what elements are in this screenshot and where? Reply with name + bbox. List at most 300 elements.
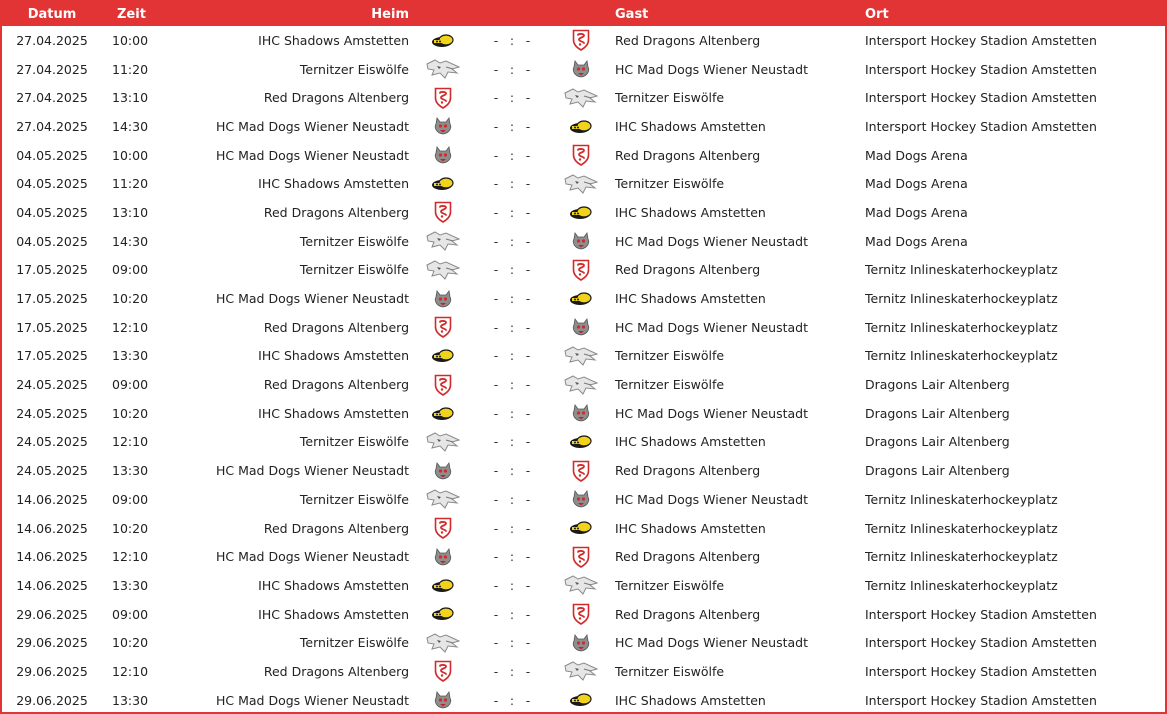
- game-time: 10:20: [112, 291, 149, 307]
- shadows-logo-icon: [431, 606, 455, 622]
- guest-team-logo-cell: [551, 657, 611, 686]
- game-row[interactable]: [2, 198, 1165, 227]
- guest-team-logo-cell: [551, 313, 611, 342]
- game-time: 09:00: [112, 377, 149, 393]
- score-separator: :: [509, 319, 515, 335]
- column-header-score: [473, 2, 551, 26]
- home-goals: -: [493, 61, 499, 77]
- guest-team-logo-cell: [551, 256, 611, 285]
- game-venue: Mad Dogs Arena: [865, 176, 968, 192]
- mad-dog-logo-icon: [570, 230, 592, 252]
- home-team-name[interactable]: IHC Shadows Amstetten: [258, 405, 409, 421]
- guest-goals: -: [525, 61, 531, 77]
- guest-goals: -: [525, 692, 531, 708]
- home-team-logo-cell: [413, 227, 473, 256]
- dragons-shield-icon: [572, 460, 590, 482]
- guest-team-logo-cell: [551, 141, 611, 170]
- home-goals: -: [493, 233, 499, 249]
- game-row[interactable]: [2, 26, 1165, 55]
- home-team-name[interactable]: Red Dragons Altenberg: [263, 90, 409, 106]
- game-date: 27.04.2025: [16, 118, 88, 134]
- guest-team-name[interactable]: Red Dragons Altenberg: [615, 549, 761, 565]
- guest-team-logo-cell: [551, 514, 611, 543]
- guest-team-logo-cell: [551, 485, 611, 514]
- game-date: 04.05.2025: [16, 233, 88, 249]
- guest-team-logo-cell: [551, 55, 611, 84]
- home-team-name[interactable]: Ternitzer Eiswölfe: [299, 434, 409, 450]
- game-date: 04.05.2025: [16, 147, 88, 163]
- guest-goals: -: [525, 405, 531, 421]
- home-team-name[interactable]: HC Mad Dogs Wiener Neustadt: [216, 463, 409, 479]
- guest-team-name[interactable]: Ternitzer Eiswölfe: [615, 90, 725, 106]
- guest-team-logo-cell: [551, 284, 611, 313]
- score-separator: :: [509, 147, 515, 163]
- guest-team-logo-cell: [551, 227, 611, 256]
- home-team-name[interactable]: Ternitzer Eiswölfe: [299, 262, 409, 278]
- column-header-venue[interactable]: Ort: [865, 6, 889, 22]
- guest-team-name[interactable]: Ternitzer Eiswölfe: [615, 348, 725, 364]
- home-team-name[interactable]: Ternitzer Eiswölfe: [299, 635, 409, 651]
- home-team-logo-cell: [413, 26, 473, 55]
- score-separator: :: [509, 377, 515, 393]
- score-separator: :: [509, 692, 515, 708]
- home-team-logo-cell: [413, 370, 473, 399]
- game-venue: Intersport Hockey Stadion Amstetten: [865, 61, 1097, 77]
- shadows-logo-icon: [569, 520, 593, 536]
- game-score: [473, 456, 551, 485]
- guest-team-logo-cell: [551, 342, 611, 371]
- game-venue: Ternitz Inlineskaterhockeyplatz: [865, 520, 1058, 536]
- guest-team-name[interactable]: Red Dragons Altenberg: [615, 262, 761, 278]
- game-time: 11:20: [112, 176, 149, 192]
- game-time: 10:20: [112, 405, 149, 421]
- game-score: [473, 686, 551, 714]
- game-venue: Mad Dogs Arena: [865, 204, 968, 220]
- game-row[interactable]: [2, 428, 1165, 457]
- guest-team-name[interactable]: Ternitzer Eiswölfe: [615, 176, 725, 192]
- game-row[interactable]: [2, 657, 1165, 686]
- shadows-logo-icon: [431, 406, 455, 422]
- score-separator: :: [509, 491, 515, 507]
- home-team-name[interactable]: Red Dragons Altenberg: [263, 204, 409, 220]
- guest-goals: -: [525, 663, 531, 679]
- home-team-name[interactable]: HC Mad Dogs Wiener Neustadt: [216, 549, 409, 565]
- game-row[interactable]: [2, 399, 1165, 428]
- game-score: [473, 227, 551, 256]
- guest-team-logo-cell: [551, 428, 611, 457]
- home-goals: -: [493, 405, 499, 421]
- home-goals: -: [493, 663, 499, 679]
- game-score: [473, 657, 551, 686]
- guest-team-logo-cell: [551, 112, 611, 141]
- guest-team-name[interactable]: Ternitzer Eiswölfe: [615, 663, 725, 679]
- game-date: 27.04.2025: [16, 32, 88, 48]
- guest-team-name[interactable]: IHC Shadows Amstetten: [615, 204, 766, 220]
- home-team-name[interactable]: HC Mad Dogs Wiener Neustadt: [216, 291, 409, 307]
- home-team-name[interactable]: Red Dragons Altenberg: [263, 520, 409, 536]
- game-score: [473, 485, 551, 514]
- game-venue: Intersport Hockey Stadion Amstetten: [865, 606, 1097, 622]
- guest-team-name[interactable]: Ternitzer Eiswölfe: [615, 377, 725, 393]
- game-score: [473, 600, 551, 629]
- score-separator: :: [509, 663, 515, 679]
- game-score: [473, 141, 551, 170]
- guest-goals: -: [525, 635, 531, 651]
- wolf-logo-icon: [564, 173, 598, 195]
- home-team-name[interactable]: IHC Shadows Amstetten: [258, 606, 409, 622]
- game-row[interactable]: [2, 227, 1165, 256]
- game-row[interactable]: [2, 571, 1165, 600]
- game-row[interactable]: [2, 370, 1165, 399]
- game-row[interactable]: [2, 600, 1165, 629]
- home-goals: -: [493, 204, 499, 220]
- wolf-logo-icon: [426, 431, 460, 453]
- guest-team-name[interactable]: HC Mad Dogs Wiener Neustadt: [615, 405, 808, 421]
- game-time: 12:10: [112, 549, 149, 565]
- game-venue: Intersport Hockey Stadion Amstetten: [865, 692, 1097, 708]
- game-row[interactable]: [2, 55, 1165, 84]
- game-venue: Ternitz Inlineskaterhockeyplatz: [865, 491, 1058, 507]
- home-team-logo-cell: [413, 456, 473, 485]
- dragons-shield-icon: [434, 374, 452, 396]
- game-venue: Ternitz Inlineskaterhockeyplatz: [865, 577, 1058, 593]
- score-separator: :: [509, 463, 515, 479]
- home-team-logo-cell: [413, 112, 473, 141]
- score-separator: :: [509, 90, 515, 106]
- home-team-logo-cell: [413, 514, 473, 543]
- game-time: 12:10: [112, 434, 149, 450]
- game-venue: Intersport Hockey Stadion Amstetten: [865, 663, 1097, 679]
- game-venue: Intersport Hockey Stadion Amstetten: [865, 90, 1097, 106]
- game-time: 13:10: [112, 204, 149, 220]
- home-team-logo-cell: [413, 428, 473, 457]
- mad-dog-logo-icon: [570, 316, 592, 338]
- game-venue: Ternitz Inlineskaterhockeyplatz: [865, 549, 1058, 565]
- score-separator: :: [509, 606, 515, 622]
- wolf-logo-icon: [426, 259, 460, 281]
- game-time: 14:30: [112, 118, 149, 134]
- game-venue: Mad Dogs Arena: [865, 147, 968, 163]
- game-score: [473, 342, 551, 371]
- guest-goals: -: [525, 434, 531, 450]
- guest-team-name[interactable]: Red Dragons Altenberg: [615, 606, 761, 622]
- dragons-shield-icon: [572, 546, 590, 568]
- score-separator: :: [509, 233, 515, 249]
- guest-team-name[interactable]: HC Mad Dogs Wiener Neustadt: [615, 491, 808, 507]
- guest-team-name[interactable]: Red Dragons Altenberg: [615, 147, 761, 163]
- mad-dog-logo-icon: [570, 58, 592, 80]
- guest-team-name[interactable]: IHC Shadows Amstetten: [615, 434, 766, 450]
- game-score: [473, 256, 551, 285]
- game-venue: Dragons Lair Altenberg: [865, 434, 1010, 450]
- home-team-logo-cell: [413, 83, 473, 112]
- guest-goals: -: [525, 147, 531, 163]
- guest-team-logo-cell: [551, 399, 611, 428]
- column-header-time[interactable]: Zeit: [117, 6, 146, 22]
- home-goals: -: [493, 635, 499, 651]
- game-score: [473, 428, 551, 457]
- home-goals: -: [493, 577, 499, 593]
- game-date: 14.06.2025: [16, 549, 88, 565]
- game-time: 10:20: [112, 635, 149, 651]
- home-team-logo-cell: [413, 342, 473, 371]
- guest-team-name[interactable]: IHC Shadows Amstetten: [615, 520, 766, 536]
- home-goals: -: [493, 90, 499, 106]
- column-header-date[interactable]: Datum: [27, 6, 77, 22]
- game-row[interactable]: [2, 514, 1165, 543]
- game-row[interactable]: [2, 256, 1165, 285]
- game-date: 04.05.2025: [16, 204, 88, 220]
- home-team-logo-cell: [413, 399, 473, 428]
- score-separator: :: [509, 635, 515, 651]
- shadows-logo-icon: [431, 176, 455, 192]
- home-goals: -: [493, 692, 499, 708]
- home-team-logo-cell: [413, 169, 473, 198]
- shadows-logo-icon: [431, 348, 455, 364]
- game-row[interactable]: [2, 542, 1165, 571]
- game-score: [473, 542, 551, 571]
- mad-dog-logo-icon: [432, 144, 454, 166]
- dragons-shield-icon: [572, 259, 590, 281]
- home-goals: -: [493, 262, 499, 278]
- home-goals: -: [493, 606, 499, 622]
- game-date: 24.05.2025: [16, 377, 88, 393]
- shadows-logo-icon: [569, 434, 593, 450]
- home-team-name[interactable]: HC Mad Dogs Wiener Neustadt: [216, 118, 409, 134]
- home-team-name[interactable]: Red Dragons Altenberg: [263, 319, 409, 335]
- guest-goals: -: [525, 176, 531, 192]
- game-time: 11:20: [112, 61, 149, 77]
- home-team-name[interactable]: HC Mad Dogs Wiener Neustadt: [216, 147, 409, 163]
- game-date: 14.06.2025: [16, 520, 88, 536]
- dragons-shield-icon: [434, 201, 452, 223]
- mad-dog-logo-icon: [570, 632, 592, 654]
- score-separator: :: [509, 405, 515, 421]
- home-team-name[interactable]: Ternitzer Eiswölfe: [299, 233, 409, 249]
- mad-dog-logo-icon: [432, 460, 454, 482]
- wolf-logo-icon: [426, 632, 460, 654]
- column-header-home-logo: [413, 2, 473, 26]
- home-team-logo-cell: [413, 256, 473, 285]
- home-goals: -: [493, 348, 499, 364]
- game-row[interactable]: [2, 141, 1165, 170]
- home-team-name[interactable]: Ternitzer Eiswölfe: [299, 491, 409, 507]
- guest-team-name[interactable]: IHC Shadows Amstetten: [615, 291, 766, 307]
- game-venue: Intersport Hockey Stadion Amstetten: [865, 118, 1097, 134]
- wolf-logo-icon: [426, 230, 460, 252]
- game-time: 12:10: [112, 663, 149, 679]
- game-time: 13:30: [112, 463, 149, 479]
- guest-team-name[interactable]: HC Mad Dogs Wiener Neustadt: [615, 319, 808, 335]
- guest-goals: -: [525, 233, 531, 249]
- wolf-logo-icon: [564, 345, 598, 367]
- game-row[interactable]: [2, 686, 1165, 714]
- score-separator: :: [509, 118, 515, 134]
- guest-team-logo-cell: [551, 600, 611, 629]
- shadows-logo-icon: [431, 578, 455, 594]
- game-time: 13:10: [112, 90, 149, 106]
- score-separator: :: [509, 549, 515, 565]
- home-goals: -: [493, 176, 499, 192]
- game-score: [473, 313, 551, 342]
- game-score: [473, 628, 551, 657]
- game-row[interactable]: [2, 342, 1165, 371]
- score-separator: :: [509, 61, 515, 77]
- home-goals: -: [493, 118, 499, 134]
- mad-dog-logo-icon: [570, 402, 592, 424]
- guest-goals: -: [525, 348, 531, 364]
- score-separator: :: [509, 204, 515, 220]
- score-separator: :: [509, 176, 515, 192]
- guest-team-name[interactable]: Red Dragons Altenberg: [615, 32, 761, 48]
- guest-goals: -: [525, 118, 531, 134]
- guest-team-logo-cell: [551, 198, 611, 227]
- home-goals: -: [493, 549, 499, 565]
- game-time: 13:30: [112, 348, 149, 364]
- wolf-logo-icon: [426, 58, 460, 80]
- game-score: [473, 198, 551, 227]
- guest-goals: -: [525, 606, 531, 622]
- mad-dog-logo-icon: [570, 488, 592, 510]
- game-score: [473, 370, 551, 399]
- score-separator: :: [509, 291, 515, 307]
- guest-goals: -: [525, 463, 531, 479]
- home-team-logo-cell: [413, 284, 473, 313]
- game-date: 29.06.2025: [16, 663, 88, 679]
- home-team-name[interactable]: IHC Shadows Amstetten: [258, 32, 409, 48]
- dragons-shield-icon: [572, 603, 590, 625]
- game-score: [473, 514, 551, 543]
- column-header-home[interactable]: Heim: [371, 6, 409, 22]
- home-team-name[interactable]: IHC Shadows Amstetten: [258, 577, 409, 593]
- column-header-guest[interactable]: Gast: [615, 6, 649, 22]
- mad-dog-logo-icon: [432, 546, 454, 568]
- game-date: 17.05.2025: [16, 262, 88, 278]
- home-team-logo-cell: [413, 657, 473, 686]
- home-team-name[interactable]: IHC Shadows Amstetten: [258, 176, 409, 192]
- column-header-guest-logo: [551, 2, 611, 26]
- guest-team-name[interactable]: IHC Shadows Amstetten: [615, 118, 766, 134]
- wolf-logo-icon: [564, 374, 598, 396]
- home-team-name[interactable]: Red Dragons Altenberg: [263, 663, 409, 679]
- guest-goals: -: [525, 262, 531, 278]
- dragons-shield-icon: [572, 29, 590, 51]
- mad-dog-logo-icon: [432, 689, 454, 711]
- home-goals: -: [493, 491, 499, 507]
- game-row[interactable]: [2, 112, 1165, 141]
- guest-team-name[interactable]: Red Dragons Altenberg: [615, 463, 761, 479]
- game-row[interactable]: [2, 485, 1165, 514]
- game-venue: Intersport Hockey Stadion Amstetten: [865, 32, 1097, 48]
- game-score: [473, 83, 551, 112]
- home-team-logo-cell: [413, 571, 473, 600]
- wolf-logo-icon: [564, 574, 598, 596]
- game-venue: Dragons Lair Altenberg: [865, 405, 1010, 421]
- game-time: 10:00: [112, 32, 149, 48]
- guest-team-logo-cell: [551, 542, 611, 571]
- home-team-logo-cell: [413, 198, 473, 227]
- home-team-logo-cell: [413, 55, 473, 84]
- shadows-logo-icon: [569, 119, 593, 135]
- guest-goals: -: [525, 291, 531, 307]
- game-venue: Ternitz Inlineskaterhockeyplatz: [865, 319, 1058, 335]
- guest-team-name[interactable]: Ternitzer Eiswölfe: [615, 577, 725, 593]
- game-row[interactable]: [2, 628, 1165, 657]
- guest-team-name[interactable]: IHC Shadows Amstetten: [615, 692, 766, 708]
- guest-team-logo-cell: [551, 571, 611, 600]
- guest-team-name[interactable]: HC Mad Dogs Wiener Neustadt: [615, 635, 808, 651]
- guest-team-logo-cell: [551, 686, 611, 714]
- shadows-logo-icon: [569, 205, 593, 221]
- game-time: 12:10: [112, 319, 149, 335]
- guest-goals: -: [525, 32, 531, 48]
- game-venue: Intersport Hockey Stadion Amstetten: [865, 635, 1097, 651]
- wolf-logo-icon: [564, 660, 598, 682]
- home-goals: -: [493, 291, 499, 307]
- game-row[interactable]: [2, 456, 1165, 485]
- game-date: 27.04.2025: [16, 90, 88, 106]
- home-team-name[interactable]: Red Dragons Altenberg: [263, 377, 409, 393]
- guest-team-logo-cell: [551, 83, 611, 112]
- home-goals: -: [493, 147, 499, 163]
- dragons-shield-icon: [434, 517, 452, 539]
- game-row[interactable]: [2, 169, 1165, 198]
- game-time: 09:00: [112, 491, 149, 507]
- home-goals: -: [493, 32, 499, 48]
- score-separator: :: [509, 32, 515, 48]
- game-row[interactable]: [2, 83, 1165, 112]
- game-venue: Dragons Lair Altenberg: [865, 463, 1010, 479]
- guest-goals: -: [525, 577, 531, 593]
- dragons-shield-icon: [572, 144, 590, 166]
- guest-goals: -: [525, 520, 531, 536]
- game-date: 29.06.2025: [16, 692, 88, 708]
- home-goals: -: [493, 377, 499, 393]
- guest-goals: -: [525, 204, 531, 220]
- guest-goals: -: [525, 491, 531, 507]
- game-venue: Ternitz Inlineskaterhockeyplatz: [865, 348, 1058, 364]
- score-separator: :: [509, 577, 515, 593]
- game-venue: Ternitz Inlineskaterhockeyplatz: [865, 262, 1058, 278]
- wolf-logo-icon: [564, 87, 598, 109]
- score-separator: :: [509, 434, 515, 450]
- guest-goals: -: [525, 549, 531, 565]
- score-separator: :: [509, 520, 515, 536]
- game-time: 09:00: [112, 606, 149, 622]
- guest-team-name[interactable]: HC Mad Dogs Wiener Neustadt: [615, 233, 808, 249]
- game-row[interactable]: [2, 313, 1165, 342]
- game-score: [473, 26, 551, 55]
- home-team-name[interactable]: IHC Shadows Amstetten: [258, 348, 409, 364]
- game-date: 14.06.2025: [16, 491, 88, 507]
- home-team-logo-cell: [413, 313, 473, 342]
- game-time: 10:00: [112, 147, 149, 163]
- game-date: 24.05.2025: [16, 434, 88, 450]
- home-team-name[interactable]: Ternitzer Eiswölfe: [299, 61, 409, 77]
- home-goals: -: [493, 463, 499, 479]
- guest-team-name[interactable]: HC Mad Dogs Wiener Neustadt: [615, 61, 808, 77]
- home-team-name[interactable]: HC Mad Dogs Wiener Neustadt: [216, 692, 409, 708]
- table-header-row: [2, 2, 1165, 26]
- game-score: [473, 169, 551, 198]
- game-row[interactable]: [2, 284, 1165, 313]
- score-separator: :: [509, 262, 515, 278]
- score-separator: :: [509, 348, 515, 364]
- home-team-logo-cell: [413, 600, 473, 629]
- game-time: 09:00: [112, 262, 149, 278]
- game-score: [473, 112, 551, 141]
- game-date: 24.05.2025: [16, 463, 88, 479]
